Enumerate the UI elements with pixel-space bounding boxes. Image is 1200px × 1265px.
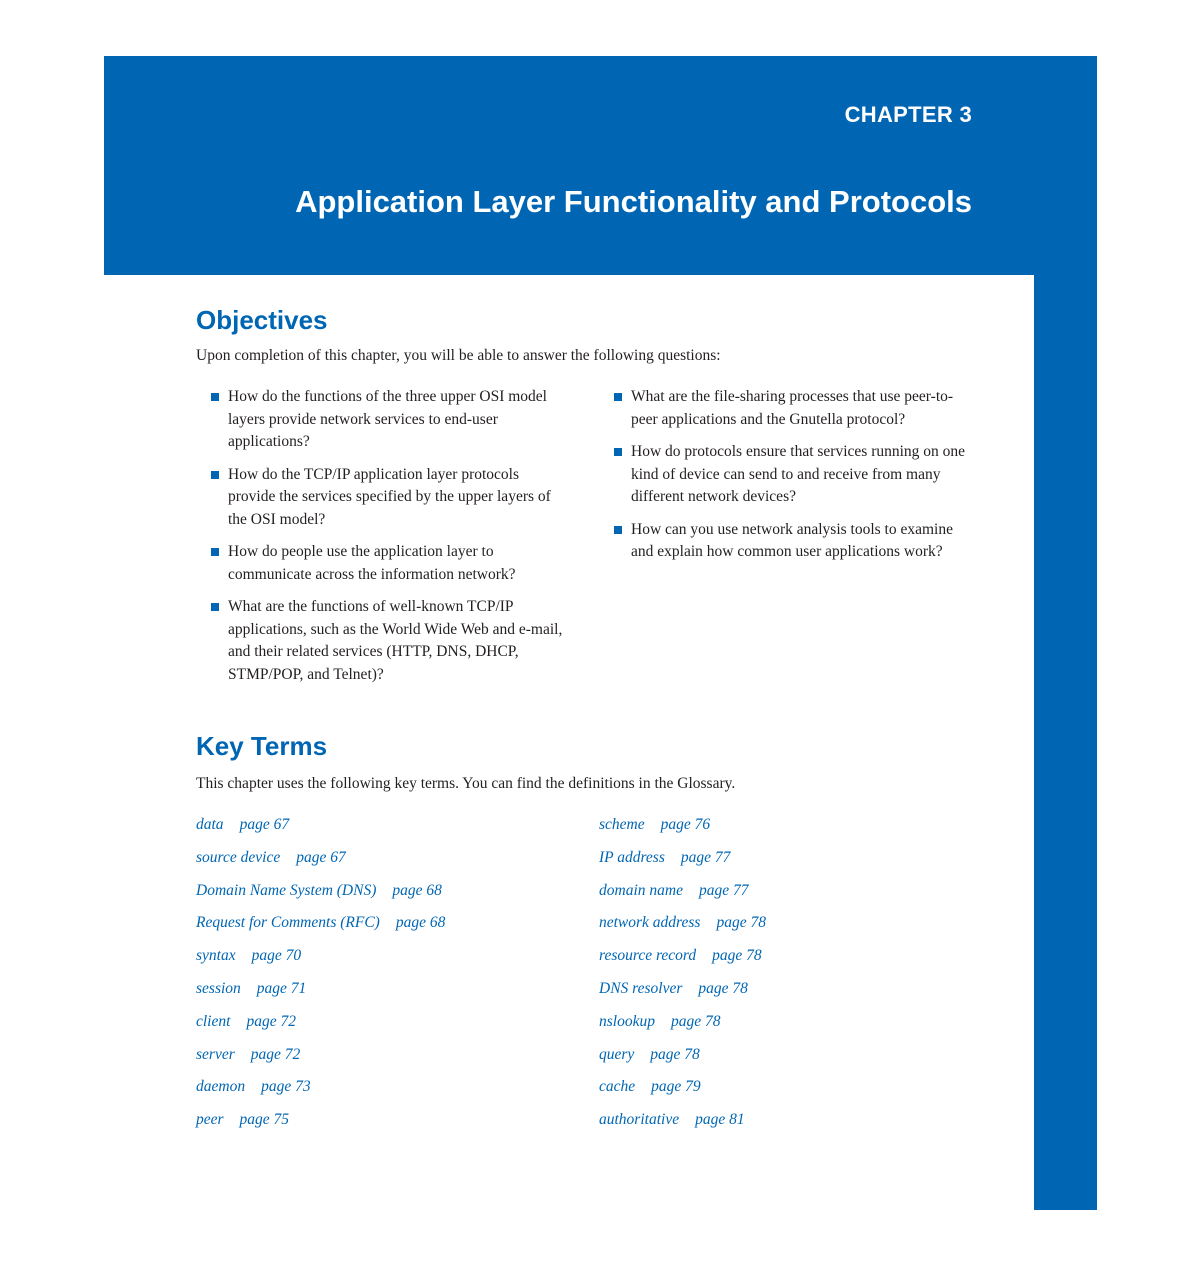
key-term-page: page 78	[716, 914, 766, 932]
side-color-bar	[1034, 275, 1097, 1210]
objective-text: What are the functions of well-known TCP/IP applications, such as the World Wide Web and e-mail, and their related services (HTTP, DNS, DHCP, STMP/POP, and Telnet)?	[228, 598, 563, 683]
square-bullet-icon	[211, 471, 219, 479]
key-term: data	[196, 816, 224, 833]
key-term-page: page 68	[392, 881, 442, 899]
objective-text: How can you use network analysis tools to examine and explain how common user applications work?	[631, 520, 953, 560]
key-term: domain name	[599, 881, 683, 899]
key-term-item	[196, 848, 445, 881]
square-bullet-icon	[211, 603, 219, 611]
key-term-item	[599, 1110, 766, 1143]
key-term-item	[196, 1045, 445, 1078]
square-bullet-icon	[211, 393, 219, 401]
key-term-item	[599, 848, 766, 881]
key-term-page: page 68	[395, 914, 446, 932]
key-term-item	[196, 1077, 445, 1110]
key-term: DNS resolver	[599, 979, 683, 997]
key-term-page: page 67	[239, 816, 290, 833]
key-terms-list-right	[599, 815, 766, 1143]
objectives-list-left	[209, 386, 569, 696]
key-term: peer	[196, 1111, 224, 1129]
key-term-page: page 78	[712, 947, 762, 965]
objective-item	[209, 596, 569, 686]
chapter-number: CHAPTER 3	[844, 102, 972, 127]
objective-text: How do protocols ensure that services running on one kind of device can send to and receive from many different network devices?	[631, 443, 966, 505]
key-term-item	[599, 946, 766, 979]
key-term: resource record	[599, 947, 697, 965]
square-bullet-icon	[211, 548, 219, 556]
objective-item	[209, 541, 569, 586]
key-term-item	[599, 1077, 766, 1110]
objective-item	[612, 519, 968, 564]
key-term: scheme	[599, 816, 645, 833]
key-terms-list-left	[196, 815, 445, 1143]
key-term: cache	[599, 1078, 636, 1096]
key-term-item	[599, 1045, 766, 1078]
key-term: session	[196, 979, 241, 997]
key-term-page: page 70	[251, 947, 302, 965]
objective-text: How do people use the application layer to communicate across the information network?	[228, 543, 516, 583]
key-term-page: page 72	[250, 1045, 301, 1063]
square-bullet-icon	[614, 448, 622, 456]
key-term: nslookup	[599, 1012, 655, 1030]
key-term-page: page 77	[698, 881, 749, 899]
objectives-list-right	[612, 386, 968, 574]
key-term: Request for Comments (RFC)	[196, 914, 380, 932]
objective-text: How do the TCP/IP application layer protocols provide the services specified by the upper layers of the OSI model?	[228, 465, 551, 528]
key-term-item	[196, 1012, 445, 1045]
key-term-item	[599, 815, 766, 848]
square-bullet-icon	[614, 526, 622, 534]
key-term: authoritative	[599, 1111, 680, 1129]
key-term: source device	[196, 848, 281, 866]
key-term-item	[196, 913, 445, 946]
key-term-item	[196, 979, 445, 1012]
objective-item	[612, 441, 968, 509]
key-term-item	[196, 815, 445, 848]
key-term-page: page 77	[680, 848, 731, 866]
key-term-page: page 81	[695, 1111, 745, 1129]
key-term: daemon	[196, 1078, 246, 1096]
key-term: client	[196, 1012, 231, 1030]
key-term-item	[599, 913, 766, 946]
key-term: server	[196, 1045, 235, 1063]
chapter-banner	[104, 56, 1097, 275]
key-term-item	[196, 946, 445, 979]
objectives-heading: Objectives	[196, 305, 328, 335]
objectives-intro: Upon completion of this chapter, you will be able to answer the following questions:	[196, 347, 721, 364]
key-term-page: page 76	[660, 816, 711, 833]
key-term-page: page 72	[246, 1012, 296, 1030]
objective-item	[209, 464, 569, 532]
objective-item	[209, 386, 569, 454]
key-term: Domain Name System (DNS)	[196, 881, 377, 899]
key-term-page: page 75	[239, 1111, 290, 1129]
key-term-page: page 78	[650, 1045, 700, 1063]
key-term-page: page 73	[261, 1078, 311, 1096]
key-term-item	[599, 979, 766, 1012]
key-term: syntax	[196, 947, 236, 965]
key-term-page: page 78	[670, 1012, 721, 1030]
objective-item	[612, 386, 968, 431]
key-term-item	[196, 881, 445, 914]
objective-text: What are the file-sharing processes that use peer-to-peer applications and the Gnutella protocol?	[631, 388, 954, 428]
chapter-title: Application Layer Functionality and Protocols	[295, 183, 972, 219]
objective-text: How do the functions of the three upper OSI model layers provide network services to end-user applications?	[228, 388, 547, 450]
key-terms-intro: This chapter uses the following key terms. You can find the definitions in the Glossary.	[196, 775, 736, 792]
key-term-page: page 78	[698, 979, 748, 997]
key-term-item	[599, 1012, 766, 1045]
key-term-item	[599, 881, 766, 914]
key-term: network address	[599, 914, 701, 932]
key-term-page: page 79	[651, 1078, 701, 1096]
key-terms-heading: Key Terms	[196, 731, 328, 761]
key-term-page: page 71	[256, 979, 307, 997]
key-term-page: page 67	[296, 848, 346, 866]
square-bullet-icon	[614, 393, 622, 401]
key-term-item	[196, 1110, 445, 1143]
key-term: IP address	[599, 848, 665, 866]
key-term: query	[599, 1045, 635, 1063]
